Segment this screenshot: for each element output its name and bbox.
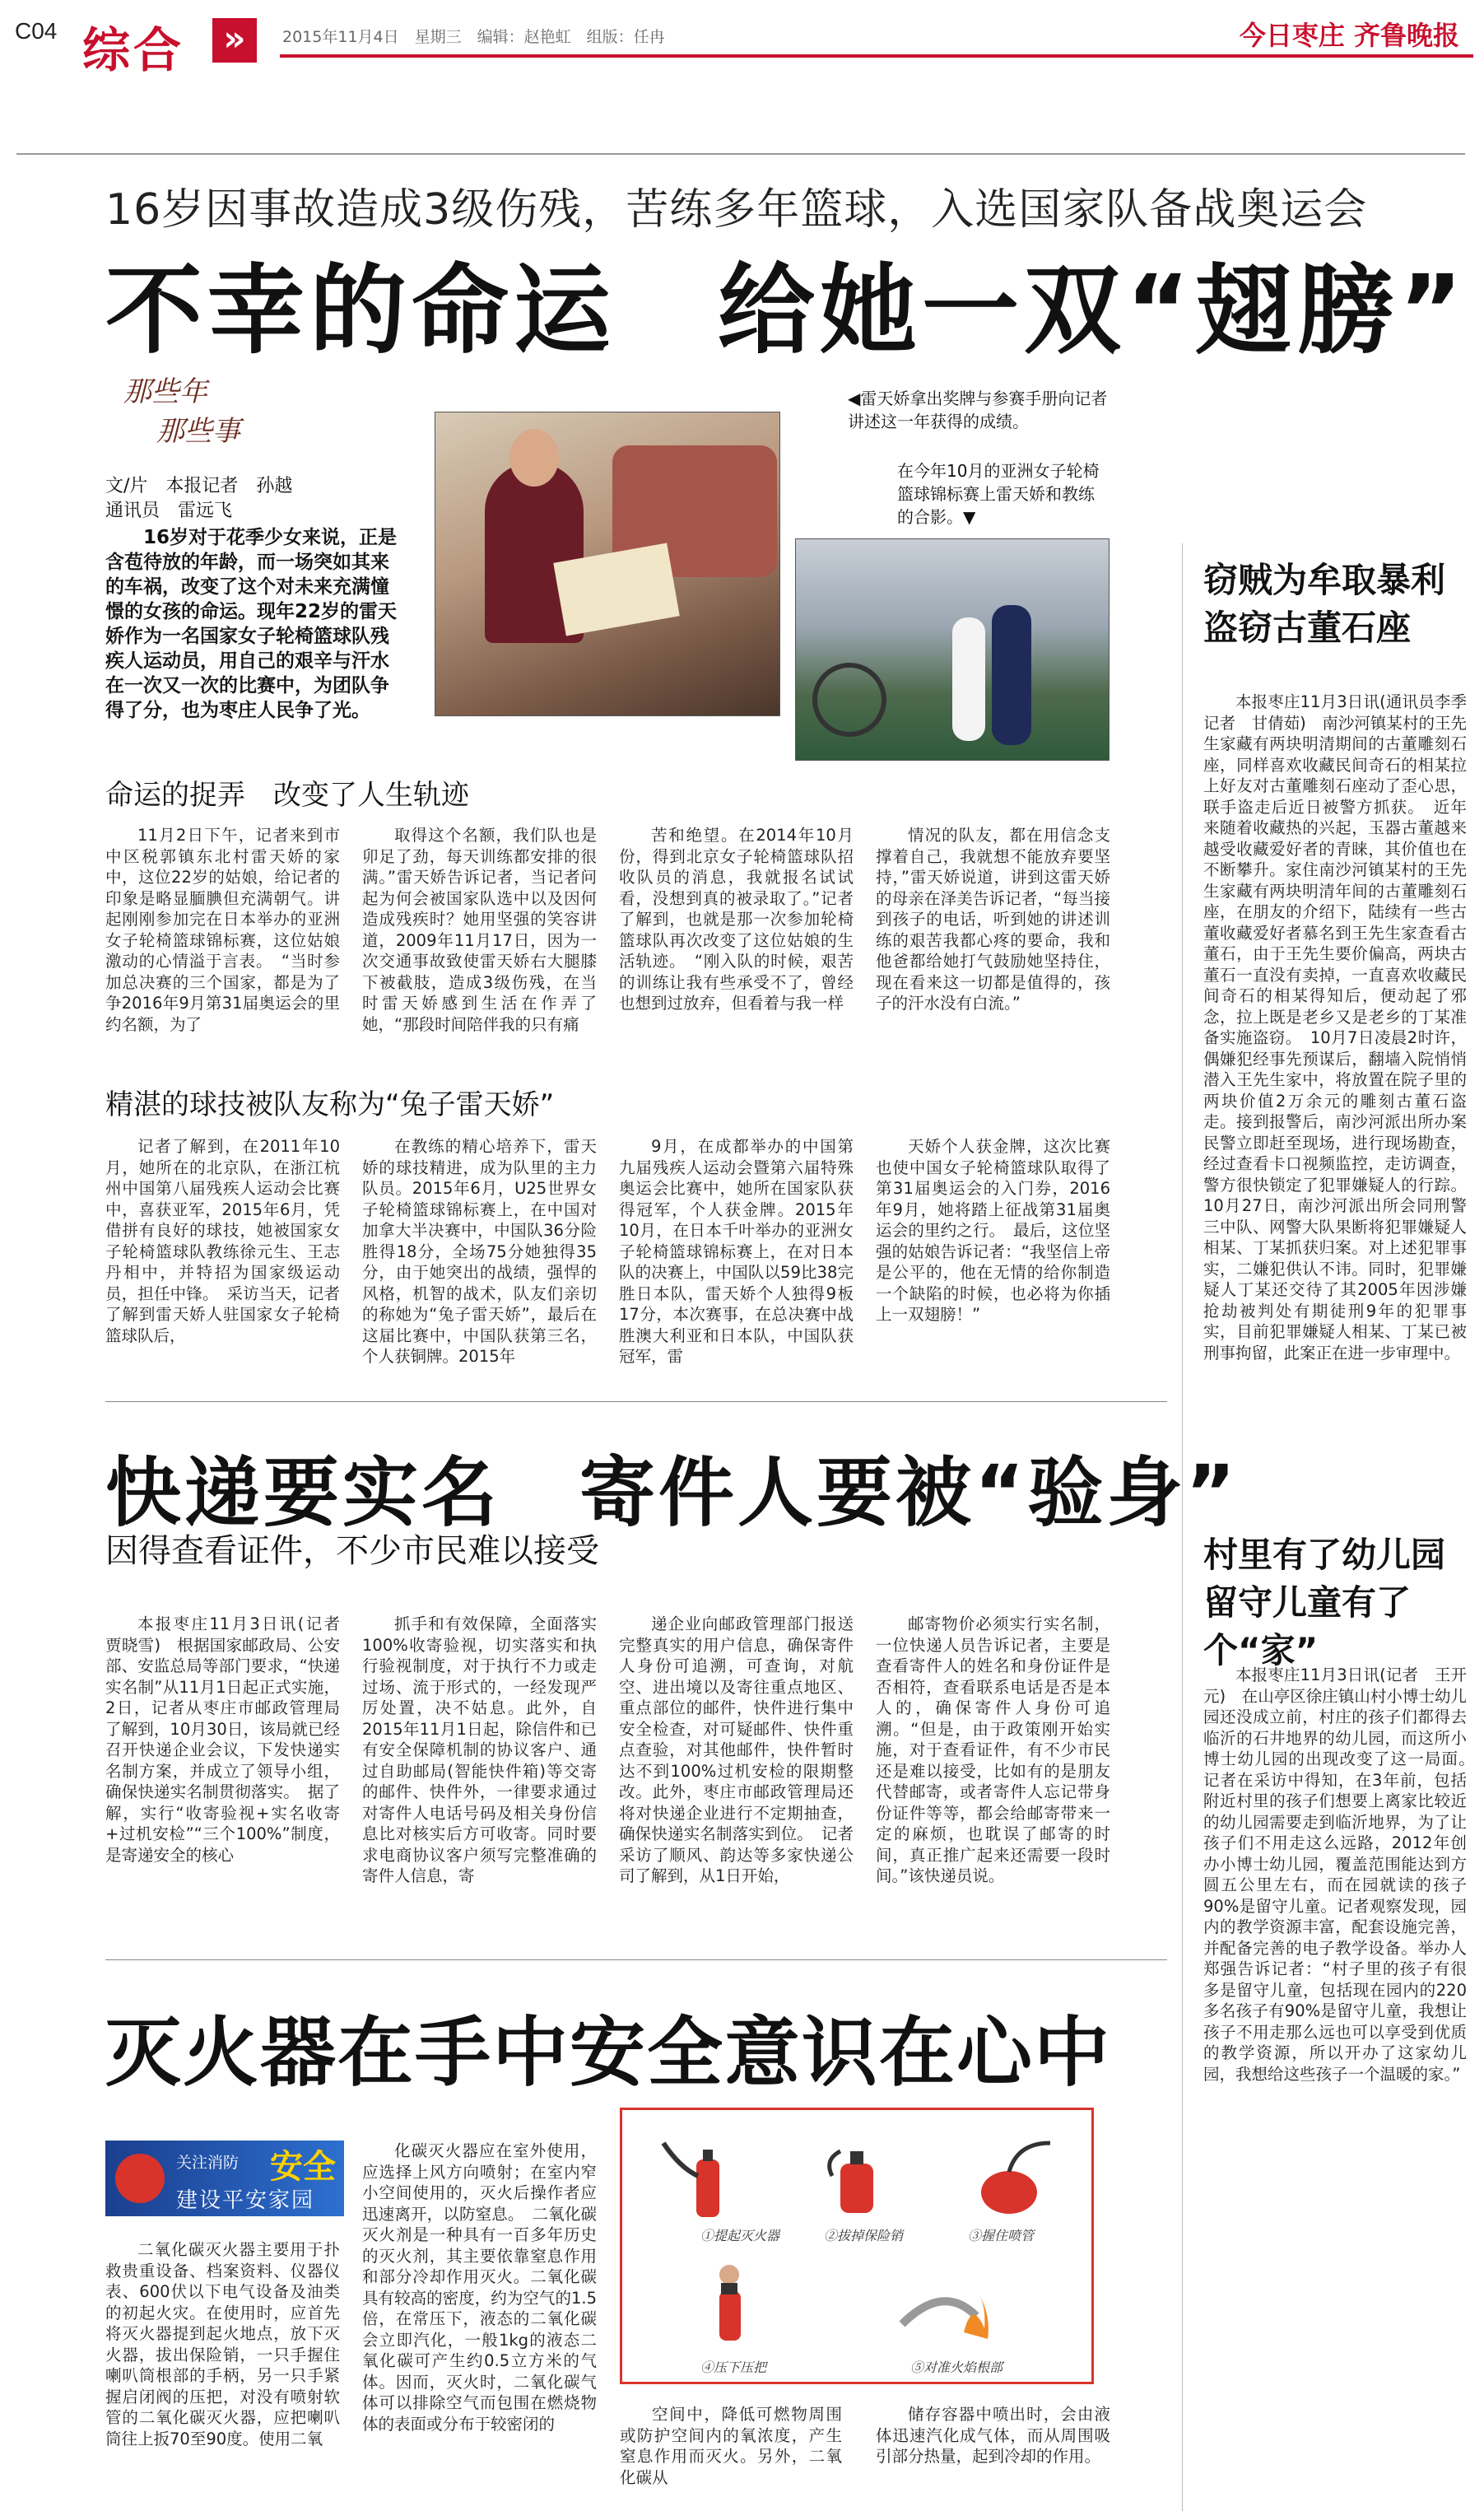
story1-sec2-col2: 在教练的精心培养下，雷天娇的球技精进，成为队里的主力队员。2015年6月，U25世界女子轮椅篮球锦标赛上，在中国对加拿大半决赛中，中国队36分险胜得18分，全场75分她独得35分，由于她突出的战绩，强悍的风格，机智的战术，队友们亲切的称她为“兔子雷天娇”，最后在这届比赛中，中国队获第三名，个人获铜牌。2015年 xyxy=(362,1137,597,1366)
photo-caption-2: 在今年10月的亚洲女子轮椅篮球锦标赛上雷天娇和教练的合影。▼ xyxy=(897,461,1100,527)
story1-sec2-col3: 9月，在成都举办的中国第九届残疾人运动会暨第六届特殊奥运会比赛中，她所在国家队获得冠军，个人获金牌。2015年10月，在日本千叶举办的亚洲女子轮椅篮球锦标赛上，在对日本队的决赛上，中国队以59比38完胜日本队，雷天娇个人独得9板17分，本次赛事，在总决赛中战胜澳大利亚和日本队，中国队获冠军，雷 xyxy=(619,1137,854,1366)
photo-athlete-with-medals xyxy=(435,412,780,716)
fire-safety-banner xyxy=(105,2141,344,2216)
story1-sec1-col2: 取得这个名额，我们队也是卯足了劲，每天训练都安排的很满。”雷天娇告诉记者，当记者问起为何会被国家队选中以及因何造成残疾时？她用坚强的笑容讲道，2009年11月17日，因为一次交通事故致使雷天娇右大腿膝下被截肢，造成3级伤残，在当时雷天娇感到生活在作弄了她，“那段时间陪伴我的只有痛 xyxy=(362,826,597,1034)
express-col3: 递企业向邮政管理部门报送完整真实的用户信息，确保寄件人身份可追溯，可查询，对航空、进出境以及寄往重点地区、重点部位的邮件，快件进行集中安全检查，对可疑邮件、快件重点查验，对其他邮件，快件暂时达不到100%过机安检的限期整改。此外，枣庄市邮政管理局还将对快递企业进行不定期抽查，确保快递实名制落实到位。 记者采访了顺风、韵达等多家快递公司了解到，从1日开始， xyxy=(619,1614,854,1885)
banner-top-big: 安全 xyxy=(270,2148,336,2186)
kinder-headline-line-2: 留守儿童有了个“家” xyxy=(1203,1582,1412,1670)
byline-2: 通讯员 雷远飞 xyxy=(105,501,233,521)
fire-headline: 灭火器在手中安全意识在心中 xyxy=(105,2009,1112,2097)
section-title: 综合 xyxy=(82,22,185,78)
story1-subhead-1: 命运的捉弄 改变了人生轨迹 xyxy=(105,779,469,812)
story1-sec2-col1: 记者了解到，在2011年10月，她所在的北京队，在浙江杭州中国第八届残疾人运动会比赛中，喜获亚军，2015年6月，凭借拼有良好的球技，她被国家女子轮椅篮球队教练徐元生、王志丹相中，并特招为国家级运动员，担任中锋。 采访当天，记者了解到雷天娇人驻国家女子轮椅篮球队后， xyxy=(105,1137,340,1345)
express-col1: 本报枣庄11月3日讯(记者 贾晓雪) 根据国家邮政局、公安部、安监总局等部门要求，“快递实名制”从11月1日起正式实施，2日，记者从枣庄市邮政管理局了解到，10月30日，该局就已经召开快递企业会议，下发快递实名制方案，并成立了领导小组，确保快递实名制贯彻落实。 据了解，实行“收寄验视+实名收寄+过机安检”“三个100%”制度，是寄递安全的核心 xyxy=(105,1614,356,1865)
step-caption-5: ⑤对准火焰根部 xyxy=(910,2360,1003,2375)
banner-top-text: 关注消防 xyxy=(176,2154,240,2172)
theft-headline xyxy=(1203,557,1445,652)
photo-caption-1: ◀雷天娇拿出奖牌与参赛手册向记者讲述这一年获得的成绩。 xyxy=(848,389,1108,431)
page-number: C04 xyxy=(15,18,58,44)
story1-kicker: 16岁因事故造成3级伤残，苦练多年篮球，入选国家队备战奥运会 xyxy=(105,185,1368,235)
step-caption-1: ①提起灭火器 xyxy=(700,2228,780,2243)
story1-headline: 不幸的命运 给她一双“翅膀” xyxy=(105,254,1468,367)
theft-headline-line-1: 窃贼为牟取暴利 xyxy=(1203,560,1446,600)
byline-1: 文/片 本报记者 孙越 xyxy=(105,476,293,496)
kinder-headline xyxy=(1203,1531,1484,1675)
story1-sec1-col1: 11月2日下午，记者来到市中区税郭镇东北村雷天娇的家中，这位22岁的姑娘，给记者的印象是略显腼腆但充满朝气。讲起刚刚参加完在日本举办的亚洲女子轮椅篮球锦标赛，这位姑娘激动的心情溢于言表。 “当时参加总决赛的三个国家，都是为了争2016年9月第31届奥运会的里约名额，为了 xyxy=(105,826,340,1034)
extinguisher-icon xyxy=(960,2127,1057,2224)
divider xyxy=(105,1401,1167,1402)
divider xyxy=(16,153,1465,155)
edition-info: 2015年11月4日 星期三 编辑：赵艳虹 组版：任冉 xyxy=(282,28,665,46)
banner-bottom-text: 建设平安家园 xyxy=(176,2188,315,2213)
express-kicker: 因得查看证件，不少市民难以接受 xyxy=(105,1532,599,1570)
fire-col1: 二氧化碳灭火器主要用于扑救贵重设备、档案资料、仪器仪表、600伏以下电气设备及油类的初起火灾。在使用时，应首先将灭火器提到起火地点，放下灭火器，拔出保险销，一只手握住喇叭筒根部的手柄，另一只手紧握启闭阀的压把，对没有喷射软管的二氧化碳灭火器，应把喇叭筒往上扳70至90度。使用二氧 xyxy=(105,2240,340,2448)
fire-col4: 储存容器中喷出时，会由液体迅速汽化成气体，而从周围吸引部分热量，起到冷却的作用。 xyxy=(876,2405,1110,2466)
firefighter-icon xyxy=(115,2154,165,2203)
series-line-2: 那些事 xyxy=(156,415,240,448)
theft-body: 本报枣庄11月3日讯(通讯员李季 记者 甘倩茹) 南沙河镇某村的王先生家藏有两块明清期间的古董雕刻石座，同样喜欢收藏民间奇石的相某拉上好友对古董雕刻石座动了歪心思，联手盗走后近日被警方抓获。 近年来随着收藏热的兴起，玉器古董越来越受收藏爱好者的青睐，其价值也在不断攀升。家住南沙河镇某村的王先生家藏有两块明清年间的古董雕刻石座，在朋友的介绍下，陆续有一些古董收藏爱好者慕名到王先生家查看古董石，由于王先生要价偏高，两块古董石一直没有卖掉，一直喜欢收藏民间奇石的相某得知后，便动起了邪念，拉上既是老乡又是老乡的丁某准备实施盗窃。 10月7日凌晨2时许，偶嫌犯经事先预谋后，翻墙入院悄悄潜入王先生家中，将放置在院子里的两块价值2万余元的雕刻古董石盗走。接到报警后，南沙河派出所办案民警立即赶至现场，进行现场勘查，经过查看卡口视频监控，走访调查，警方很快锁定了犯罪嫌疑人的行踪。10月27日，南沙河派出所会同刑警三中队、网警大队果断将犯罪嫌疑人相某、丁某抓获归案。对上述犯罪事实，二嫌犯供认不讳。同时，犯罪嫌疑人丁某还交待了其2005年因涉嫌抢劫被判处有期徒刑9年的犯罪事实，目前犯罪嫌疑人相某、丁某已被刑事拘留，此案正在进一步审理中。 xyxy=(1203,692,1483,1363)
story1-byline xyxy=(105,474,292,524)
extinguisher-steps-illustration xyxy=(620,2108,1094,2384)
express-headline: 快递要实名 寄件人要被“验身” xyxy=(105,1449,1239,1537)
step-caption-2: ②拔掉保险销 xyxy=(824,2228,904,2243)
kinder-headline-line-1: 村里有了幼儿园 xyxy=(1203,1535,1446,1575)
extinguisher-icon xyxy=(680,2250,777,2347)
kinder-body: 本报枣庄11月3日讯(记者 王开元) 在山亭区徐庄镇山村小博士幼儿园还没成立前，村庄的孩子们都得去临沂的石井地界的幼儿园，而这所小博士幼儿园的出现改变了这一局面。 记者在采访中得知，在3年前，包括附近村里的孩子们想要上离家比较近的幼儿园需要走到临沂地界，为了让孩子们不用走这么远路，2012年创办小博士幼儿园，覆盖范围能达到方圆五公里左右，而在园就读的孩子90%是留守儿童。记者观察发现，园内的教学资源丰富，配套设施完善，并配备完善的电子教学设备。举办人郑强告诉记者：“村子里的孩子有很多是留守儿童，包括现在园内的220多名孩子有90%是留守儿童，我想让孩子不用走那么远也可以享受到优质的教学资源，所以开办了这家幼儿园，我想给这些孩子一个温暖的家。” xyxy=(1203,1665,1483,2084)
story1-sec1-col4: 情况的队友，都在用信念支撑着自己，我就想不能放弃要坚持，”雷天娇说道，讲到这雷天娇的母亲在泽美告诉记者，“每当接到孩子的电话，听到她的讲述训练的艰苦我都心疼的要命，我和他爸都给她打气鼓励她坚持住，现在看来这一切都是值得的，孩子的汗水没有白流。” xyxy=(876,826,1110,1013)
divider xyxy=(105,1959,1167,1960)
header-rule xyxy=(280,54,1473,58)
series-logo xyxy=(123,372,240,451)
extinguisher-icon xyxy=(807,2127,905,2224)
story1-subhead-2: 精湛的球技被队友称为“兔子雷天娇” xyxy=(105,1088,555,1121)
step-caption-3: ③握住喷管 xyxy=(968,2228,1035,2243)
theft-headline-line-2: 盗窃古董石座 xyxy=(1203,608,1412,648)
story1-sec2-col4: 天娇个人获金牌，这次比赛也使中国女子轮椅篮球队取得了第31届奥运会的入门券，2016年9月，她将踏上征战第31届奥运会的里约之行。 最后，这位坚强的姑娘告诉记者：“我坚信上帝是公平的，他在无情的给你制造一个缺陷的时候，也必将为你插上一双翅膀！” xyxy=(876,1137,1110,1324)
photo-athlete-with-coach xyxy=(795,538,1110,761)
story1-sec1-col3: 苦和绝望。在2014年10月份，得到北京女子轮椅篮球队招收队员的消息，我就报名试试看，没想到真的被录取了。”记者了解到，也就是那一次参加轮椅篮球队再次改变了这位姑娘的生活轨迹。 “刚入队的时候，艰苦的训练让我有些承受不了，曾经也想到过放弃，但看着与我一样 xyxy=(619,826,854,1013)
express-col4: 邮寄物价必须实行实名制，一位快递人员告诉记者，主要是查看寄件人的姓名和身份证件是否相符，查看联系电话是否是本人的，确保寄件人身份可追溯。“但是，由于政策刚开始实施，对于查看证件，有不少市民还是难以接受，比如有的是朋友代替邮寄，或者寄件人忘记带身份证件等等，都会给邮寄带来一定的麻烦，也耽误了邮寄的时间，真正推广起来还需要一段时间。”该快递员说。 xyxy=(876,1614,1110,1885)
fire-col3: 空间中，降低可燃物周围或防护空间内的氧浓度，产生窒息作用而灭火。另外，二氧化碳从 xyxy=(620,2405,842,2487)
fire-col2: 化碳灭火器应在室外使用，应选择上风方向喷射；在室内窄小空间使用的，灭火后操作者应迅速离开，以防窒息。 二氧化碳灭火剂是一种具有一百多年历史的灭火剂，其主要依靠窒息作用和部分冷却作用灭火。二氧化碳具有较高的密度，约为空气的1.5倍，在常压下，液态的二氧化碳会立即汽化，一般1kg的液态二氧化碳可产生约0.5立方米的气体。因而，灭火时，二氧化碳气体可以排除空气而包围在燃烧物体的表面或分布于较密闭的 xyxy=(362,2141,597,2434)
fire-icon xyxy=(894,2250,991,2347)
newspaper-logo: 今日枣庄 齐鲁晚报 xyxy=(1239,20,1459,51)
step-caption-4: ④压下压把 xyxy=(700,2360,767,2375)
extinguisher-icon xyxy=(647,2127,744,2224)
series-line-1: 那些年 xyxy=(123,375,207,408)
story1-lead: 16岁对于花季少女来说，正是含苞待放的年龄，而一场突如其来的车祸，改变了这个对未来充满憧憬的女孩的命运。现年22岁的雷天娇作为一名国家女子轮椅篮球队残疾人运动员，用自己的艰辛与汗水在一次又一次的比赛中，为团队争得了分，也为枣庄人民争了光。 xyxy=(105,527,398,721)
chevron-icon: » xyxy=(212,18,257,63)
express-col2: 抓手和有效保障，全面落实100%收寄验视，切实落实和执行验视制度，对于执行不力或走过场、流于形式的，一经发现严厉处置，决不姑息。此外，自2015年11月1日起，除信件和已有安全保障机制的协议客户、通过自助邮局(智能快件箱)等交寄的邮件、快件外，一律要求通过对寄件人电话号码及相关身份信息比对核实后方可收寄。同时要求电商协议客户须写完整准确的寄件人信息，寄 xyxy=(362,1614,597,1885)
